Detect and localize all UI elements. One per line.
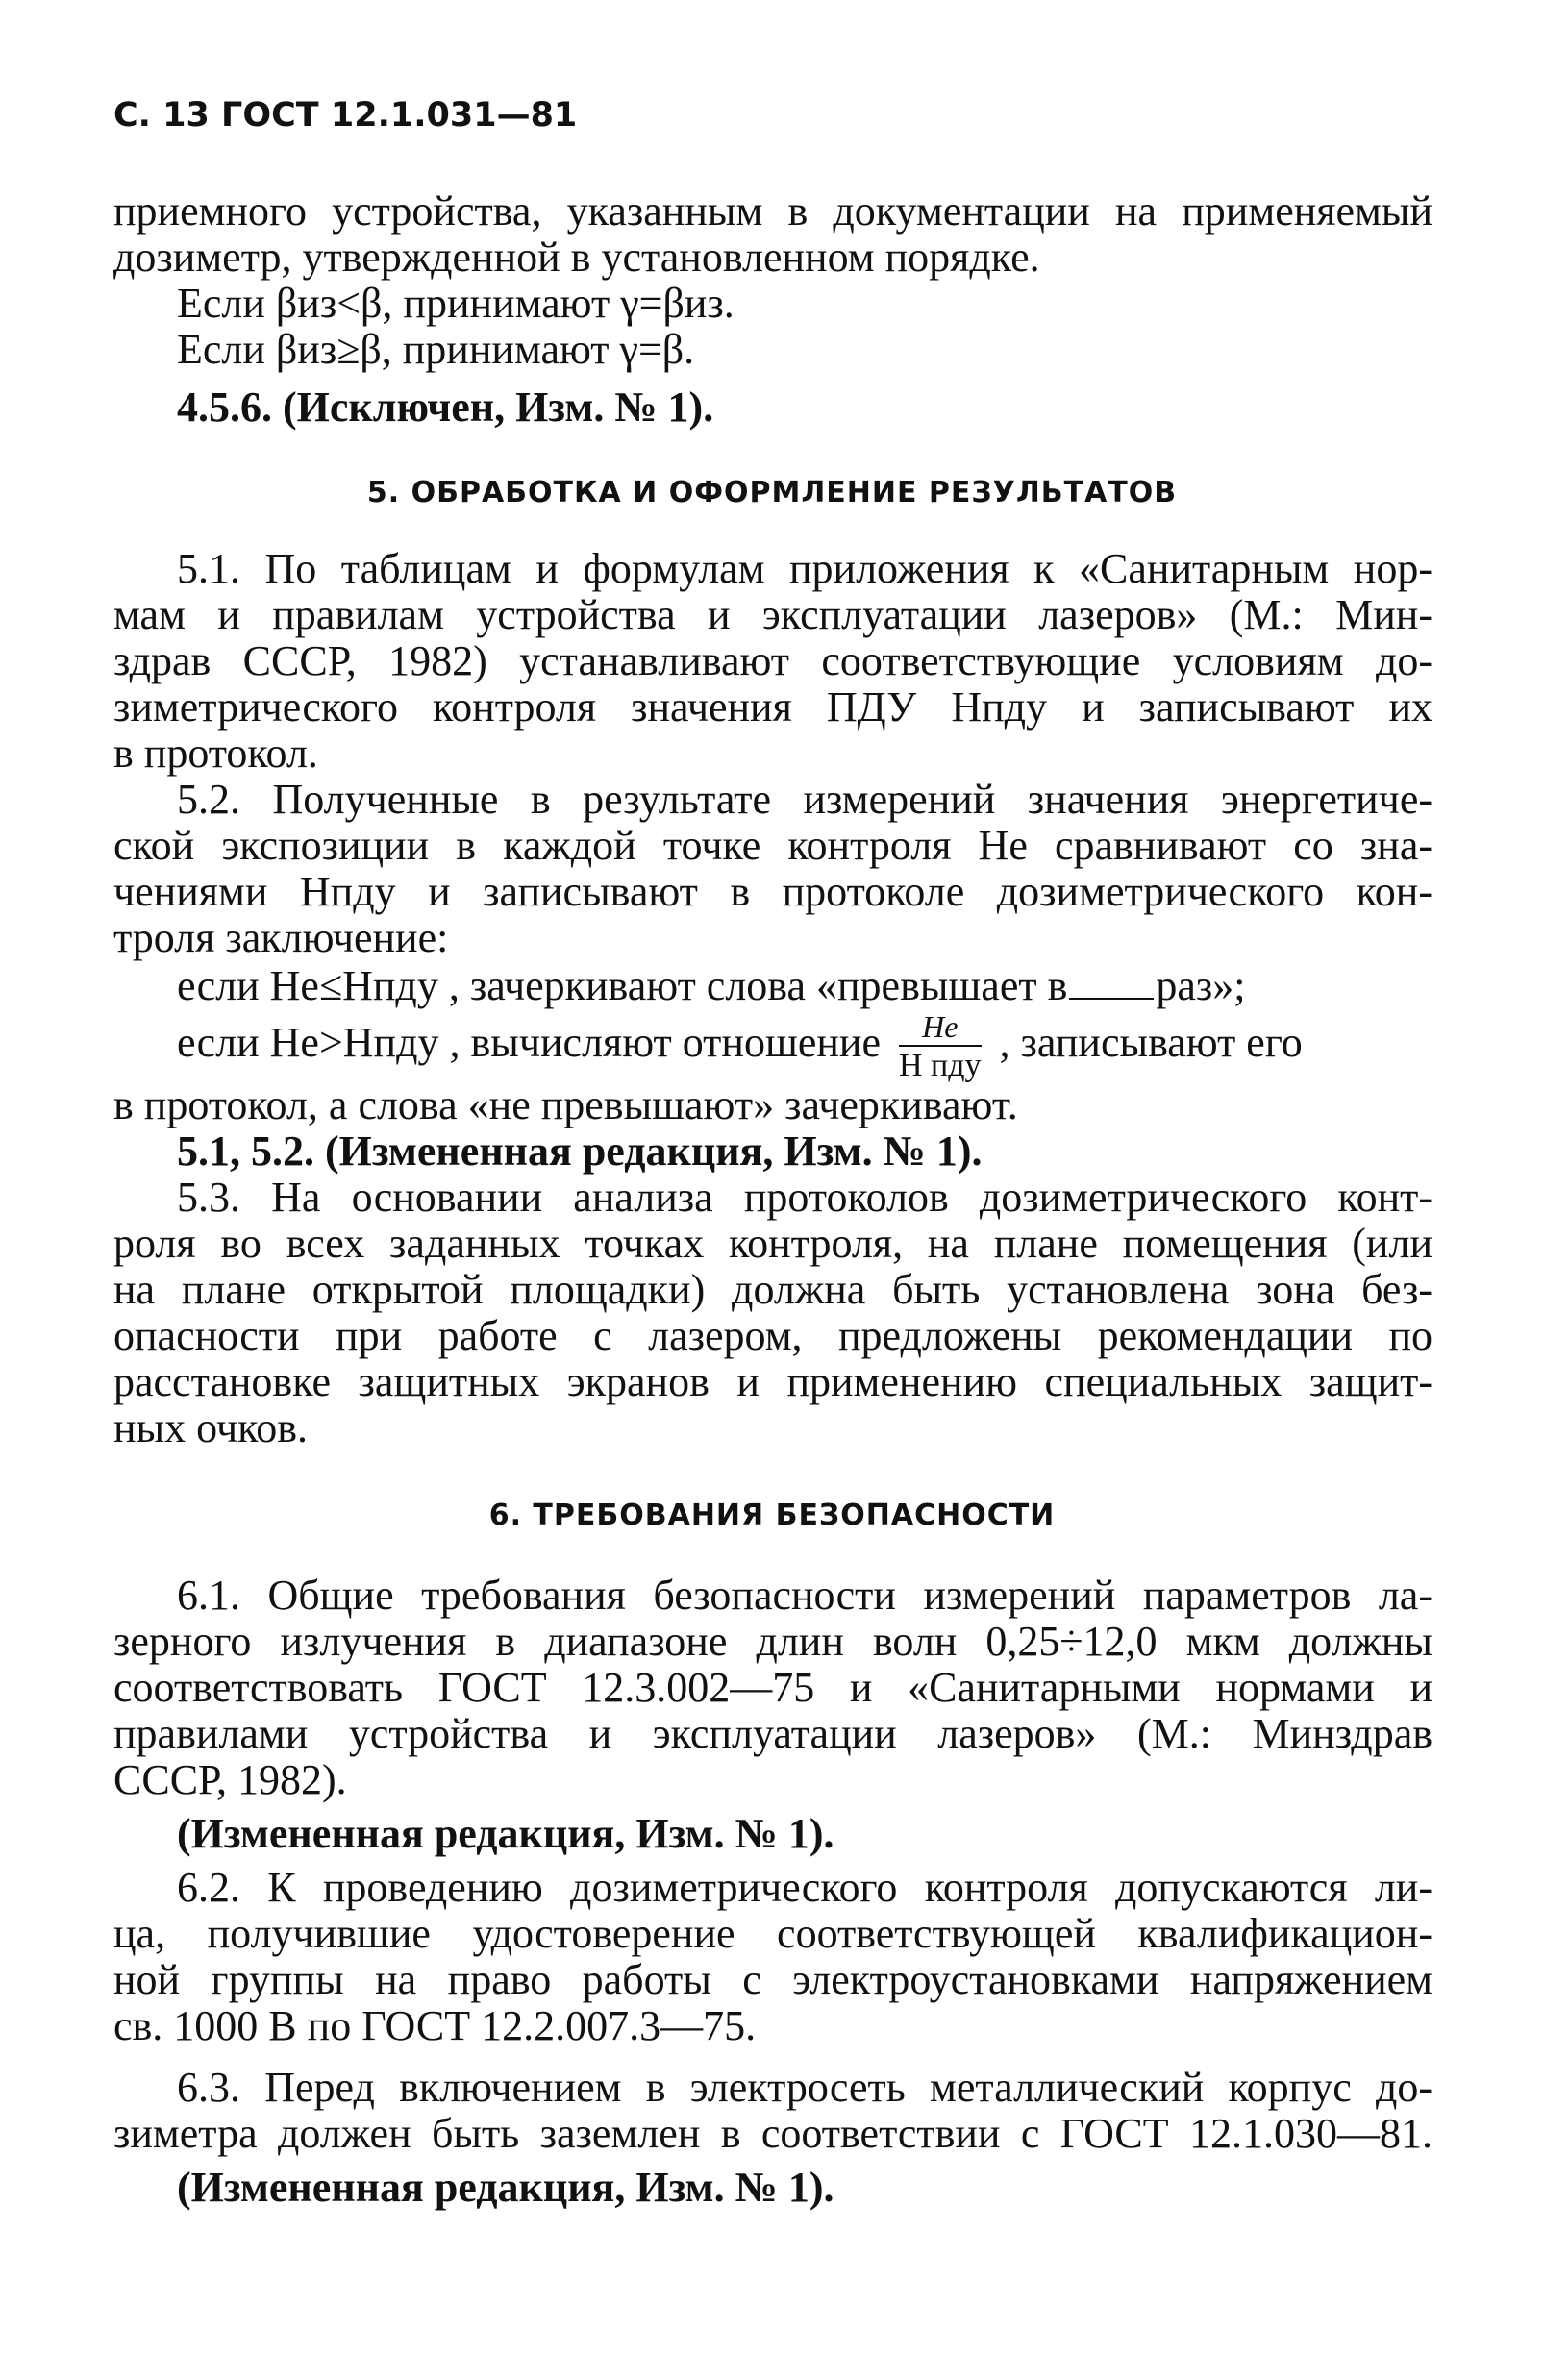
text-line: 5.2. Полученные в результате измерений значения энергетиче-	[177, 776, 1432, 823]
condition-text: если Hе≤Hпду , зачеркивают слова «превышает в	[177, 962, 1068, 1009]
text-line: приемного устройства, указанным в документации на применяемый	[113, 187, 1432, 235]
text-line: мам и правилам устройства и эксплуатации лазеров» (М.: Мин-	[113, 591, 1432, 638]
text-line: 4.5.6. (Исключен, Изм. № 1).	[177, 384, 714, 431]
text-line: (Измененная редакция, Изм. № 1).	[177, 2164, 834, 2211]
condition-text: , записывают его	[999, 1019, 1303, 1067]
text-line: СССР, 1982).	[113, 1756, 347, 1803]
text-line: ской экспозиции в каждой точке контроля Hе сравнивают со зна-	[113, 822, 1432, 869]
text-line: в протокол, а слова «не превышают» зачеркивают.	[113, 1081, 1018, 1128]
fraction-numerator: Hе	[899, 1011, 982, 1047]
ratio-fraction	[899, 1011, 982, 1082]
text-line: св. 1000 В по ГОСТ 12.2.007.3—75.	[113, 2002, 757, 2049]
condition-line-2	[177, 1011, 1432, 1082]
text-line: правилами устройства и эксплуатации лазеров» (М.: Минздрав	[113, 1710, 1432, 1757]
text-line: 5.1, 5.2. (Измененная редакция, Изм. № 1).	[177, 1128, 983, 1175]
text-line: (Измененная редакция, Изм. № 1).	[177, 1810, 834, 1857]
page-header: С. 13 ГОСТ 12.1.031—81	[113, 96, 578, 135]
condition-text: раз»;	[1156, 962, 1246, 1009]
condition-line-1	[177, 963, 1432, 1009]
text-line: 6.2. К проведению дозиметрического контроля допускаются ли-	[177, 1864, 1432, 1911]
section-heading-6: 6. ТРЕБОВАНИЯ БЕЗОПАСНОСТИ	[488, 1499, 1056, 1532]
text-line: Если βиз<β, принимают γ=βиз.	[177, 280, 735, 327]
text-line: 5.3. На основании анализа протоколов дозиметрического конт-	[177, 1174, 1432, 1221]
blank-underline	[1069, 965, 1154, 1000]
text-line: здрав СССР, 1982) устанавливают соответствующие условиям до-	[113, 637, 1432, 684]
condition-text: если Hе>Hпду , вычисляют отношение	[177, 1019, 881, 1067]
text-line: ных очков.	[113, 1404, 309, 1451]
text-line: в протокол.	[113, 730, 318, 777]
section-heading-5: 5. ОБРАБОТКА И ОФОРМЛЕНИЕ РЕЗУЛЬТАТОВ	[366, 476, 1178, 509]
text-line: опасности при работе с лазером, предложены рекомендации по	[113, 1312, 1432, 1359]
text-line: на плане открытой площадки) должна быть установлена зона без-	[113, 1266, 1432, 1313]
text-line: троля заключение:	[113, 914, 449, 961]
text-line: зиметрического контроля значения ПДУ Hпду и записывают их	[113, 683, 1432, 731]
text-line: ца, получившие удостоверение соответствующей квалификацион-	[113, 1910, 1432, 1957]
text-line: Если βиз≥β, принимают γ=β.	[177, 326, 695, 373]
text-line: чениями Hпду и записывают в протоколе дозиметрического кон-	[113, 868, 1432, 915]
text-line: соответствовать ГОСТ 12.3.002—75 и «Санитарными нормами и	[113, 1664, 1432, 1711]
text-line: 6.3. Перед включением в электросеть металлический корпус до-	[177, 2064, 1432, 2111]
text-line: ной группы на право работы с электроустановками напряжением	[113, 1956, 1432, 2003]
fraction-denominator: H пду	[898, 1048, 982, 1083]
text-line: зерного излучения в диапазоне длин волн 0,25÷12,0 мкм должны	[113, 1618, 1432, 1665]
text-line: зиметра должен быть заземлен в соответствии с ГОСТ 12.1.030—81.	[113, 2110, 1432, 2157]
text-line: расстановке защитных экранов и применению специальных защит-	[113, 1358, 1432, 1405]
text-line: 6.1. Общие требования безопасности измерений параметров ла-	[177, 1572, 1432, 1619]
text-line: дозиметр, утвержденной в установленном порядке.	[113, 234, 1040, 281]
text-line: роля во всех заданных точках контроля, на плане помещения (или	[113, 1220, 1432, 1267]
text-line: 5.1. По таблицам и формулам приложения к «Санитарным нор-	[177, 545, 1432, 592]
